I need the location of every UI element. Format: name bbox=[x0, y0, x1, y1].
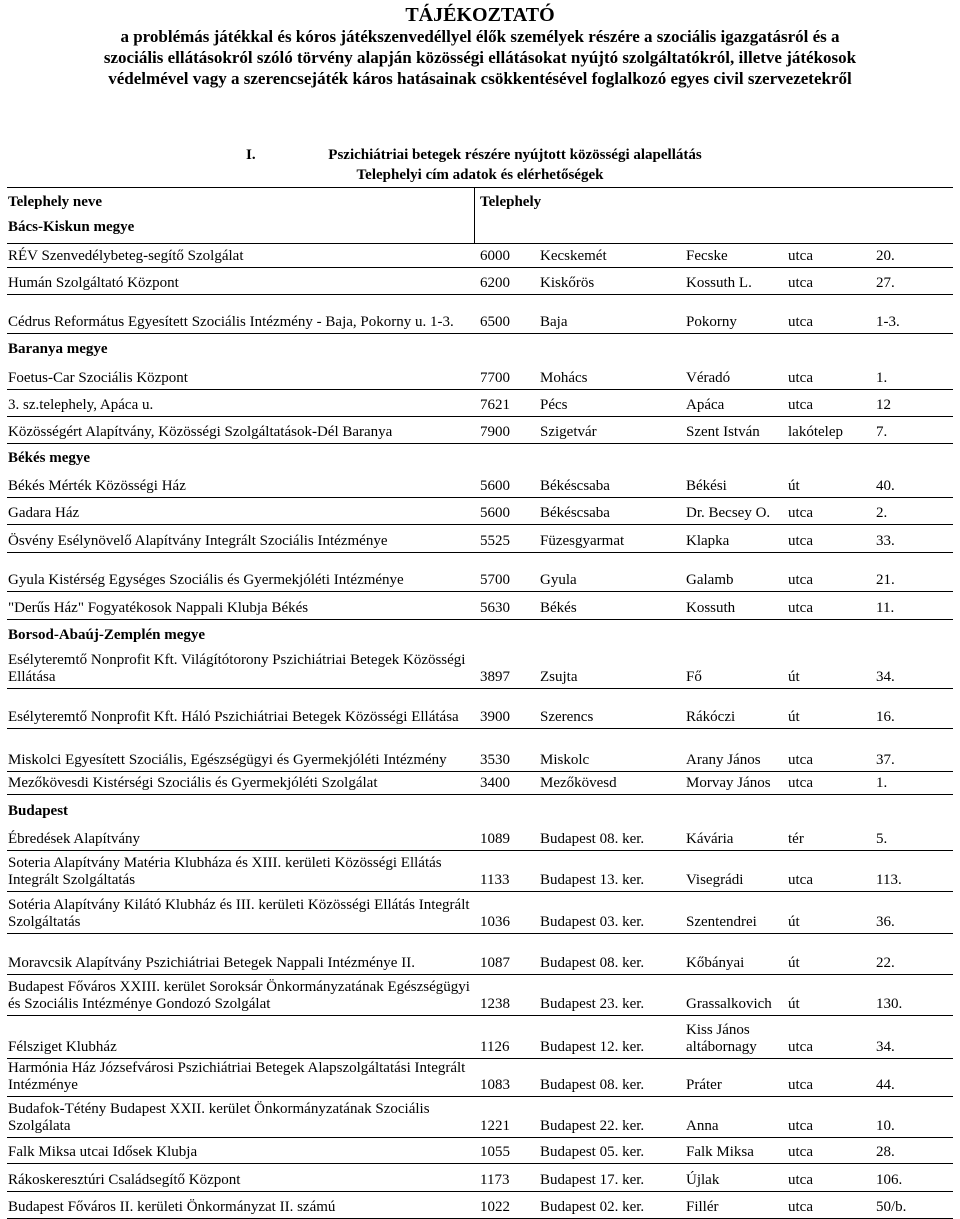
cell-street: Véradó bbox=[686, 370, 731, 386]
cell-city: Budapest 12. ker. bbox=[540, 1039, 645, 1055]
cell-type: utca bbox=[788, 1039, 813, 1055]
cell-type: út bbox=[788, 996, 800, 1012]
cell-zip: 3400 bbox=[480, 775, 510, 791]
cell-name: Harmónia Ház Józsefvárosi Pszichiátriai Betegek Alapszolgáltatási Integrált Intézménye bbox=[8, 1060, 466, 1093]
cell-city: Békéscsaba bbox=[540, 505, 610, 521]
cell-street: Kávária bbox=[686, 831, 734, 847]
cell-city: Füzesgyarmat bbox=[540, 533, 625, 549]
region-name: Békés megye bbox=[8, 450, 91, 466]
document-subtitle-line-2: szociális ellátásokról szóló törvény alapján közösségi ellátásokat nyújtó szolgáltatókról, illetve játékosok bbox=[103, 48, 857, 67]
cell-num: 27. bbox=[876, 275, 895, 291]
cell-street: Fecske bbox=[686, 248, 728, 264]
cell-street: Fő bbox=[686, 669, 702, 685]
cell-type: utca bbox=[788, 533, 813, 549]
cell-street: Morvay János bbox=[686, 775, 771, 791]
cell-zip: 6000 bbox=[480, 248, 510, 264]
cell-name: Gadara Ház bbox=[8, 505, 80, 521]
cell-type: utca bbox=[788, 397, 813, 413]
cell-city: Szigetvár bbox=[540, 424, 597, 440]
cell-city: Kiskőrös bbox=[540, 275, 595, 291]
cell-zip: 1221 bbox=[480, 1118, 510, 1134]
cell-street: Fillér bbox=[686, 1199, 719, 1215]
cell-street: Klapka bbox=[686, 533, 730, 549]
cell-type: utca bbox=[788, 752, 813, 768]
cell-num: 11. bbox=[876, 600, 895, 616]
cell-city: Budapest 23. ker. bbox=[540, 996, 645, 1012]
cell-name: Moravcsik Alapítvány Pszichiátriai Betegek Nappali Intézménye II. bbox=[8, 955, 415, 971]
cell-zip: 5600 bbox=[480, 505, 510, 521]
cell-zip: 7621 bbox=[480, 397, 510, 413]
cell-type: utca bbox=[788, 1144, 813, 1160]
cell-city: Pécs bbox=[540, 397, 568, 413]
cell-street: Visegrádi bbox=[686, 872, 744, 888]
cell-type: út bbox=[788, 478, 800, 494]
cell-num: 1. bbox=[876, 370, 888, 386]
cell-city: Budapest 22. ker. bbox=[540, 1118, 645, 1134]
cell-num: 40. bbox=[876, 478, 895, 494]
cell-zip: 1173 bbox=[480, 1172, 510, 1188]
cell-num: 5. bbox=[876, 831, 888, 847]
cell-zip: 1036 bbox=[480, 914, 510, 930]
cell-num: 21. bbox=[876, 572, 895, 588]
cell-street: Rákóczi bbox=[686, 709, 736, 725]
cell-name: Mezőkövesdi Kistérségi Szociális és Gyermekjóléti Szolgálat bbox=[8, 775, 378, 791]
cell-city: Mohács bbox=[540, 370, 588, 386]
document-subtitle-line-1: a problémás játékkal és kóros játékszenvedéllyel élők személyek részére a szociális igazgatásról és a bbox=[120, 27, 840, 46]
section-number: I. bbox=[246, 147, 256, 163]
cell-name: Budapest Főváros II. kerületi Önkormányzat II. számú bbox=[8, 1199, 336, 1215]
cell-street: Dr. Becsey O. bbox=[686, 505, 771, 521]
cell-name: Soteria Alapítvány Matéria Klubháza és XIII. kerületi Közösségi Ellátás Integrált Szolgáltatás bbox=[8, 855, 442, 888]
cell-name: Félsziget Klubház bbox=[8, 1039, 117, 1055]
cell-street: Anna bbox=[686, 1118, 719, 1134]
cell-zip: 5630 bbox=[480, 600, 510, 616]
cell-type: utca bbox=[788, 775, 813, 791]
cell-type: utca bbox=[788, 1118, 813, 1134]
cell-name: Foetus-Car Szociális Központ bbox=[8, 370, 188, 386]
cell-zip: 5600 bbox=[480, 478, 510, 494]
cell-name: Gyula Kistérség Egységes Szociális és Gyermekjóléti Intézménye bbox=[8, 572, 404, 588]
cell-zip: 6200 bbox=[480, 275, 510, 291]
cell-street: Grassalkovich bbox=[686, 996, 772, 1012]
cell-type: lakótelep bbox=[788, 424, 843, 440]
cell-name: "Derűs Ház" Fogyatékosok Nappali Klubja Békés bbox=[8, 600, 309, 616]
cell-street: Kossuth bbox=[686, 600, 736, 616]
cell-type: út bbox=[788, 669, 800, 685]
cell-num: 10. bbox=[876, 1118, 895, 1134]
cell-city: Miskolc bbox=[540, 752, 590, 768]
cell-type: utca bbox=[788, 275, 813, 291]
cell-city: Baja bbox=[540, 314, 568, 330]
region-name: Budapest bbox=[8, 803, 69, 819]
cell-num: 37. bbox=[876, 752, 895, 768]
cell-street: Pokorny bbox=[686, 314, 737, 330]
cell-city: Budapest 17. ker. bbox=[540, 1172, 645, 1188]
cell-city: Budapest 08. ker. bbox=[540, 1077, 645, 1093]
cell-street: Falk Miksa bbox=[686, 1144, 754, 1160]
cell-type: utca bbox=[788, 1172, 813, 1188]
cell-name: Esélyteremtő Nonprofit Kft. Háló Pszichiátriai Betegek Közösségi Ellátása bbox=[8, 709, 459, 725]
cell-zip: 1133 bbox=[480, 872, 510, 888]
cell-zip: 3900 bbox=[480, 709, 510, 725]
cell-type: utca bbox=[788, 1077, 813, 1093]
cell-type: út bbox=[788, 709, 800, 725]
cell-zip: 1126 bbox=[480, 1039, 510, 1055]
cell-type: tér bbox=[788, 831, 804, 847]
cell-name: Sotéria Alapítvány Kilátó Klubház és III. kerületi Közösségi Ellátás Integrált Szolgáltatás bbox=[8, 897, 470, 930]
cell-zip: 5700 bbox=[480, 572, 510, 588]
cell-city: Zsujta bbox=[540, 669, 578, 685]
cell-num: 2. bbox=[876, 505, 888, 521]
cell-num: 50/b. bbox=[876, 1199, 907, 1215]
cell-street: Kossuth L. bbox=[686, 275, 752, 291]
section-subtitle-text: Telephelyi cím adatok és elérhetőségek bbox=[356, 167, 604, 183]
cell-street: Práter bbox=[686, 1077, 722, 1093]
cell-type: utca bbox=[788, 872, 813, 888]
cell-zip: 1083 bbox=[480, 1077, 510, 1093]
cell-city: Mezőkövesd bbox=[540, 775, 617, 791]
cell-name: Esélyteremtő Nonprofit Kft. Világítótorony Pszichiátriai Betegek Közösségi Ellátása bbox=[8, 652, 466, 685]
cell-name: Humán Szolgáltató Központ bbox=[8, 275, 179, 291]
cell-num: 1. bbox=[876, 775, 888, 791]
cell-street: Galamb bbox=[686, 572, 734, 588]
cell-street: Kőbányai bbox=[686, 955, 745, 971]
cell-city: Budapest 03. ker. bbox=[540, 914, 645, 930]
cell-city: Gyula bbox=[540, 572, 577, 588]
cell-city: Budapest 13. ker. bbox=[540, 872, 645, 888]
region-name: Borsod-Abaúj-Zemplén megye bbox=[8, 627, 206, 643]
cell-street: Szentendrei bbox=[686, 914, 757, 930]
cell-num: 44. bbox=[876, 1077, 895, 1093]
cell-zip: 1238 bbox=[480, 996, 510, 1012]
cell-zip: 3897 bbox=[480, 669, 510, 685]
cell-name: Rákoskeresztúri Családsegítő Központ bbox=[8, 1172, 241, 1188]
cell-name: Ébredések Alapítvány bbox=[8, 831, 141, 847]
cell-zip: 3530 bbox=[480, 752, 510, 768]
region-name: Baranya megye bbox=[8, 341, 108, 357]
cell-zip: 6500 bbox=[480, 314, 510, 330]
cell-type: utca bbox=[788, 370, 813, 386]
cell-name: Miskolci Egyesített Szociális, Egészségügyi és Gyermekjóléti Intézmény bbox=[8, 752, 447, 768]
cell-type: utca bbox=[788, 572, 813, 588]
cell-num: 12 bbox=[876, 397, 891, 413]
cell-zip: 1089 bbox=[480, 831, 510, 847]
cell-city: Budapest 08. ker. bbox=[540, 955, 645, 971]
cell-type: utca bbox=[788, 505, 813, 521]
cell-zip: 1087 bbox=[480, 955, 510, 971]
cell-num: 1-3. bbox=[876, 314, 900, 330]
cell-num: 106. bbox=[876, 1172, 903, 1188]
cell-name: Budafok-Tétény Budapest XXII. kerület Önkormányzatának Szociális Szolgálata bbox=[8, 1101, 430, 1134]
cell-city: Budapest 05. ker. bbox=[540, 1144, 645, 1160]
document-subtitle-line-3: védelmével vagy a szerencsejáték káros hatásainak csökkentésével foglalkozó egyes civil szervezetekről bbox=[108, 69, 852, 88]
cell-name: Ösvény Esélynövelő Alapítvány Integrált Szociális Intézménye bbox=[8, 533, 388, 549]
section-title: Pszichiátriai betegek részére nyújtott közösségi alapellátás bbox=[328, 147, 702, 163]
cell-street: Újlak bbox=[686, 1172, 720, 1188]
cell-num: 16. bbox=[876, 709, 895, 725]
cell-num: 34. bbox=[876, 1039, 895, 1055]
cell-num: 33. bbox=[876, 533, 895, 549]
cell-num: 7. bbox=[876, 424, 888, 440]
cell-name: 3. sz.telephely, Apáca u. bbox=[8, 397, 154, 413]
cell-city: Szerencs bbox=[540, 709, 594, 725]
cell-name: Falk Miksa utcai Idősek Klubja bbox=[8, 1144, 198, 1160]
column-header-name: Telephely neve bbox=[8, 194, 103, 210]
cell-street: Apáca bbox=[686, 397, 725, 413]
table-row bbox=[0, 1156, 960, 1216]
cell-name: Békés Mérték Közösségi Ház bbox=[8, 478, 186, 494]
cell-city: Budapest 02. ker. bbox=[540, 1199, 645, 1215]
cell-zip: 5525 bbox=[480, 533, 510, 549]
cell-num: 20. bbox=[876, 248, 895, 264]
cell-zip: 7900 bbox=[480, 424, 510, 440]
cell-num: 130. bbox=[876, 996, 903, 1012]
column-header-site: Telephely bbox=[480, 194, 542, 210]
document-title: TÁJÉKOZTATÓ bbox=[405, 4, 555, 26]
cell-num: 28. bbox=[876, 1144, 895, 1160]
cell-name: Cédrus Református Egyesített Szociális Intézmény - Baja, Pokorny u. 1-3. bbox=[8, 314, 454, 330]
cell-type: utca bbox=[788, 1199, 813, 1215]
cell-name: Közösségért Alapítvány, Közösségi Szolgáltatások-Dél Baranya bbox=[8, 424, 393, 440]
cell-num: 36. bbox=[876, 914, 895, 930]
cell-name: Budapest Főváros XXIII. kerület Soroksár Önkormányzatának Egészségügyi és Szociális Intézménye Gondozó Szolgálat bbox=[8, 979, 470, 1012]
cell-zip: 7700 bbox=[480, 370, 510, 386]
cell-city: Kecskemét bbox=[540, 248, 607, 264]
cell-name: RÉV Szenvedélybeteg-segítő Szolgálat bbox=[8, 248, 244, 264]
cell-type: út bbox=[788, 955, 800, 971]
cell-street: Békési bbox=[686, 478, 727, 494]
cell-num: 22. bbox=[876, 955, 895, 971]
cell-street: Szent István bbox=[686, 424, 760, 440]
cell-city: Békés bbox=[540, 600, 577, 616]
cell-type: út bbox=[788, 914, 800, 930]
cell-zip: 1022 bbox=[480, 1199, 510, 1215]
cell-street: Kiss János altábornagy bbox=[686, 1022, 757, 1055]
cell-num: 113. bbox=[876, 872, 902, 888]
cell-type: utca bbox=[788, 314, 813, 330]
cell-num: 34. bbox=[876, 669, 895, 685]
cell-type: utca bbox=[788, 600, 813, 616]
cell-street: Arany János bbox=[686, 752, 761, 768]
cell-city: Budapest 08. ker. bbox=[540, 831, 645, 847]
cell-zip: 1055 bbox=[480, 1144, 510, 1160]
region-name: Bács-Kiskun megye bbox=[8, 219, 135, 235]
cell-city: Békéscsaba bbox=[540, 478, 610, 494]
cell-type: utca bbox=[788, 248, 813, 264]
